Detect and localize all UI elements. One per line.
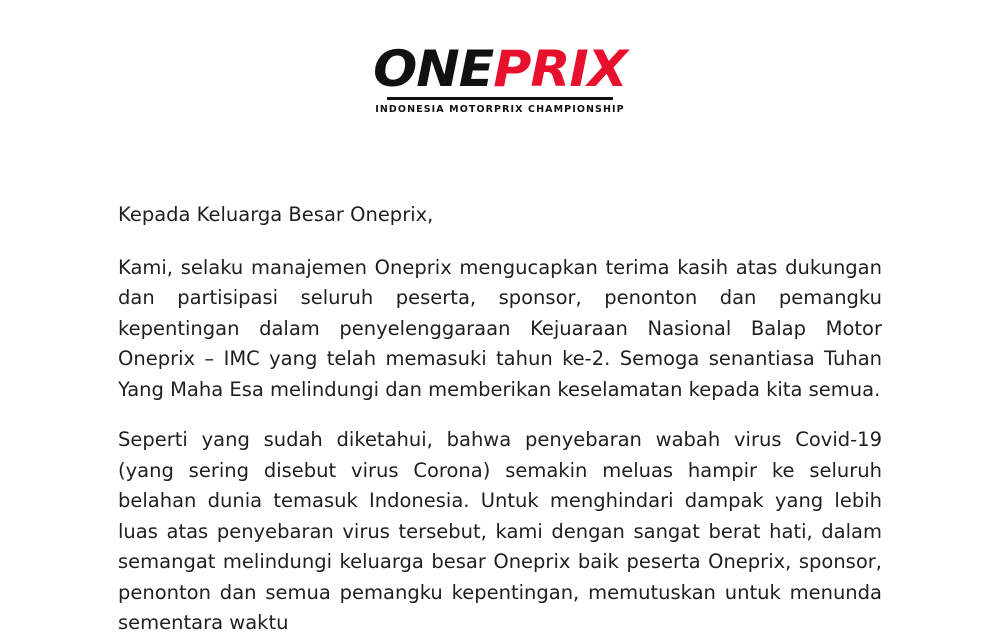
letter-body (118, 200, 882, 639)
logo-tagline: INDONESIA MOTORPRIX CHAMPIONSHIP (375, 104, 625, 115)
logo-wordmark (373, 40, 627, 98)
logo-word-one: ONE (373, 40, 494, 98)
letter-paragraph-1: Kami, selaku manajemen Oneprix mengucapkan terima kasih atas dukungan dan partisipasi seluruh peserta, sponsor, penonton dan pemangku kepentingan dalam penyelenggaraan Kejuaraan Nasional Balap Motor Oneprix – IMC yang telah memasuki tahun ke-2. Semoga senantiasa Tuhan Yang Maha Esa melindungi dan memberikan keselamatan kepada kita semua. (118, 255, 882, 401)
letter-salutation: Kepada Keluarga Besar Oneprix, (118, 203, 434, 226)
logo-word-prix: PRIX (493, 40, 627, 98)
oneprix-logo (0, 40, 1000, 115)
letter-paragraph-2: Seperti yang sudah diketahui, bahwa penyebaran wabah virus Covid-19 (yang sering disebut virus Corona) semakin meluas hampir ke seluruh belahan dunia temasuk Indonesia. Untuk menghindari dampak yang lebih luas atas penyebaran virus tersebut, kami dengan sangat berat hati, dalam semangat melindungi keluarga besar Oneprix baik peserta Oneprix, sponsor, penonton dan semua pemangku kepentingan, memutuskan untuk menunda sementara waktu (118, 428, 882, 634)
